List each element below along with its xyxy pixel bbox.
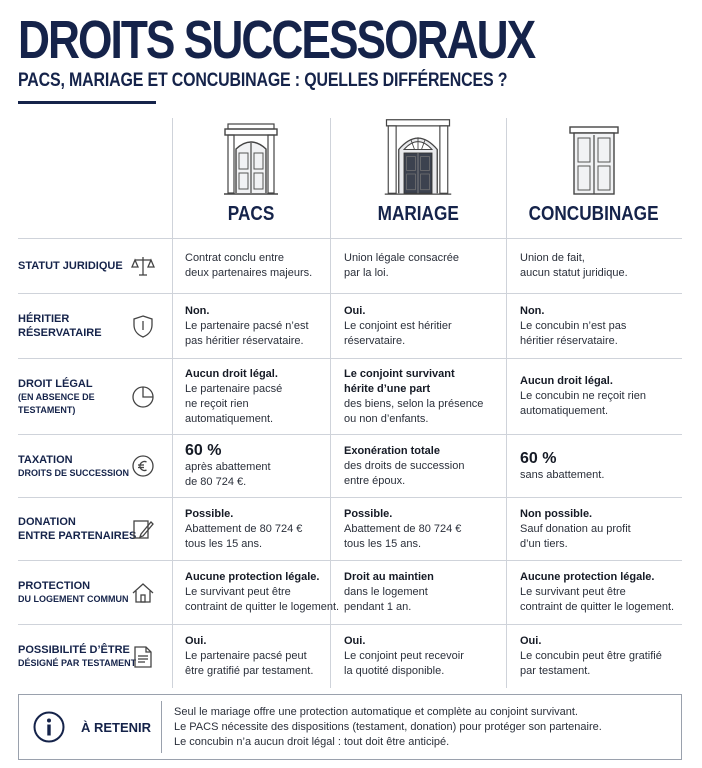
table-row (18, 293, 682, 358)
row-label: POSSIBILITÉ D’ÊTRE DÉSIGNÉ PAR TESTAMENT (18, 644, 137, 668)
cell-pacs: Possible. Abattement de 80 724 € tous les 15 ans. (185, 507, 303, 550)
scales-icon (130, 253, 156, 279)
cell-mariage: Oui. Le conjoint est héritier réservataire. (344, 304, 452, 347)
retenir-label: À RETENIR (81, 719, 152, 735)
column-label: CONCUBINAGE (529, 203, 659, 225)
table-row (18, 434, 682, 497)
title-underline (18, 101, 156, 104)
column-label: MARIAGE (377, 203, 459, 225)
cell-concubinage: Union de fait, aucun statut juridique. (520, 252, 628, 279)
table-row (18, 238, 682, 293)
cell-pacs: Oui. Le partenaire pacsé peut être gratifié par testament. (185, 635, 314, 677)
house-icon (130, 580, 156, 606)
row-label: DONATION ENTRE PARTENAIRES (18, 516, 137, 542)
table-row (18, 358, 682, 434)
euro-icon (130, 453, 156, 479)
cell-mariage: Exonération totale des droits de succession entre époux. (344, 444, 465, 487)
cell-concubinage: 60 % sans abattement. (520, 449, 605, 481)
row-label: TAXATION DROITS DE SUCCESSION (18, 453, 130, 478)
cell-concubinage: Aucune protection légale. Le survivant peut être contraint de quitter le logement. (520, 571, 675, 613)
retenir-box (18, 694, 682, 760)
table-row (18, 624, 682, 688)
cell-pacs: Non. Le partenaire pacsé n’est pas héritier réservataire. (185, 304, 309, 347)
document-lines-icon (130, 644, 156, 670)
door-icon (224, 119, 278, 195)
cell-mariage: Possible. Abattement de 80 724 € tous les 15 ans. (344, 507, 462, 550)
row-label: DROIT LÉGAL (EN ABSENCE DE TESTAMENT) (18, 377, 95, 415)
shield-icon (130, 313, 156, 339)
row-label: STATUT JURIDIQUE (18, 260, 123, 272)
cell-pacs: Aucun droit légal. Le partenaire pacsé ne reçoit rien automatiquement. (185, 367, 283, 425)
retenir-separator (161, 701, 162, 753)
column-header-pacs (172, 118, 330, 238)
column-header-concubinage (506, 118, 682, 238)
cell-mariage: Oui. Le conjoint peut recevoir la quotité disponible. (344, 635, 464, 677)
cell-mariage: Union légale consacrée par la loi. (344, 252, 459, 279)
cell-mariage: Droit au maintien dans le logement pendant 1 an. (344, 571, 434, 613)
cell-concubinage: Aucun droit légal. Le concubin ne reçoit rien automatiquement. (520, 375, 646, 417)
column-header-mariage (330, 118, 506, 238)
table-row (18, 560, 682, 624)
cell-concubinage: Oui. Le concubin peut être gratifié par testament. (520, 635, 662, 677)
cell-pacs: 60 % après abattement de 80 724 €. (185, 442, 271, 488)
cell-mariage: Le conjoint survivant hérite d’une part des biens, selon la présence ou non d’enfants. (344, 367, 484, 425)
page-title: DROITS SUCCESSORAUX (18, 10, 535, 70)
simple-door-icon (568, 125, 620, 195)
info-icon (33, 711, 65, 743)
column-label: PACS (227, 203, 275, 225)
pen-document-icon (130, 516, 156, 542)
cell-concubinage: Non. Le concubin n’est pas héritier réservataire. (520, 304, 627, 347)
retenir-text: Seul le mariage offre une protection automatique et complète au conjoint survivant. Le PACS nécessite des dispositions (testament, donation) pour protéger son partenaire. Le concubin n’a aucun droit légal : tout doit être anticipé. (174, 705, 602, 748)
row-label: HÉRITIER RÉSERVATAIRE (18, 313, 102, 339)
cell-pacs: Contrat conclu entre deux partenaires majeurs. (185, 252, 313, 279)
cell-pacs: Aucune protection légale. Le survivant peut être contraint de quitter le logement. (185, 571, 340, 613)
cell-concubinage: Non possible. Sauf donation au profit d’un tiers. (520, 507, 631, 550)
table-row (18, 497, 682, 560)
arched-door-icon (380, 118, 456, 195)
row-label: PROTECTION DU LOGEMENT COMMUN (18, 580, 129, 604)
pie-chart-icon (130, 384, 156, 410)
page-subtitle: PACS, MARIAGE ET CONCUBINAGE : QUELLES DIFFÉRENCES ? (18, 70, 508, 91)
